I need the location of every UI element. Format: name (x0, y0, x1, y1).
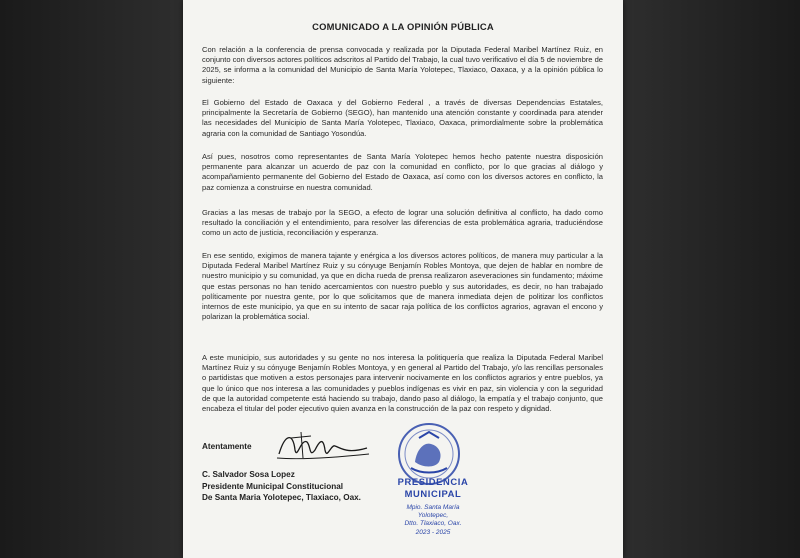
stamp-municipality (373, 504, 493, 537)
signer-position: Presidente Municipal Constitucional (202, 481, 344, 491)
municipal-seal-stamp (381, 418, 477, 514)
signer-block (202, 469, 361, 504)
paragraph-6: A este municipio, sus autoridades y su gente no nos interesa la politiquería que realiza la Diputada Federal Maribel Martínez Ruiz y su cónyuge Benjamín Robles Montoya, y en general al Partido del Trabajo, y/o las rencillas personales o partidistas que motiven a estos personajes para intervenir nocivamente en los conflictos agrarios y entre pueblos, ya que lo único que nos interesa a las comunidades y pueblos indígenas es vivir en paz, sin violencia y con la seguridad de que la autoridad competente está haciendo su trabajo, dando paso al diálogo, la empatía y el trabajo conjunto, que encabeza el titular del poder ejecutivo quien avanza en la construcción de la paz con respeto y dignidad. (202, 353, 603, 414)
stamp-subtitle: MUNICIPAL (404, 488, 462, 499)
document-title: COMUNICADO A LA OPINIÓN PÚBLICA (312, 21, 494, 32)
closing-text: Atentamente (202, 442, 252, 451)
stamp-line-3: Mpio. Santa María (406, 504, 460, 511)
paragraph-5: En ese sentido, exigimos de manera tajante y enérgica a los diversos actores políticos, de manera muy particular a la Diputada Federal Maribel Martínez Ruiz y su cónyuge Benjamín Robles Montoya, que dejen de hablar en nombre de nuestro municipio y su comunidad, ya que en dicha rueda de prensa realizaron aseveraciones sin fundamento; máxime que estas personas no han tenido acercamientos con nuestro pueblo y sus autoridades, es decir, no han trabajado políticamente por nuestra gente, por lo que solicitamos que de manera inmediata dejen de politizar los conflictos internos de este municipio, ya que en su intento de sacar raja política de los conflictos agrarios, agravan el encono y polarizan la problemática social. (202, 251, 603, 322)
paragraph-1: Con relación a la conferencia de prensa convocada y realizada por la Diputada Federal Maribel Martínez Ruiz, en conjunto con diversos actores políticos adscritos al Partido del Trabajo, la cual tuvo verificativo el día 5 de noviembre de 2025, se informa a la comunidad del Municipio de Santa María Yolotepec, Tlaxiaco, Oaxaca, y a la opinión pública lo siguiente: (202, 45, 603, 85)
stamp-line-6: 2023 - 2025 (415, 528, 451, 536)
paragraph-4: Gracias a las mesas de trabajo por la SEGO, a efecto de lograr una solución definitiva al conflicto, ha dado como resultado la conciliación y el entendimiento, para resolver las diferencias de esta problemática agraria, traduciéndose como un acto de justicia, reconciliación y esperanza. (202, 208, 603, 238)
paragraph-3: Así pues, nosotros como representantes de Santa María Yolotepec hemos hecho patente nuestra disposición permanente para alcanzar un acuerdo de paz con la comunidad en conflicto, por lo que gracias al diálogo y acompañamiento permanente del Gobierno del Estado de Oaxaca, así como con los diversos actores en conflicto, la paz comienza a construirse en nuestra comunidad. (202, 152, 603, 192)
paragraph-2: El Gobierno del Estado de Oaxaca y del Gobierno Federal , a través de diversas Dependencias Estatales, principalmente la Secretaría de Gobierno (SEGO), han mantenido una atención constante y coordinada para atender las necesidades del Municipio de Santa María Yolotepec, Tlaxiaco, Oaxaca, primordialmente sobre la problemática agraria con la comunidad de Santiago Yosondúa. (202, 98, 603, 138)
document-page (183, 0, 623, 558)
right-dark-margin (622, 0, 800, 558)
stamp-line-5: Dtto. Tlaxiaco, Oax. (404, 520, 462, 528)
handwritten-signature (271, 424, 371, 468)
signer-name: C. Salvador Sosa Lopez (202, 470, 295, 479)
signer-place: De Santa Maria Yolotepec, Tlaxiaco, Oax. (202, 493, 361, 502)
stamp-line-4: Yolotepec, (417, 512, 449, 520)
left-dark-margin (0, 0, 183, 558)
stamp-title: PRESIDENCIA (397, 476, 469, 487)
